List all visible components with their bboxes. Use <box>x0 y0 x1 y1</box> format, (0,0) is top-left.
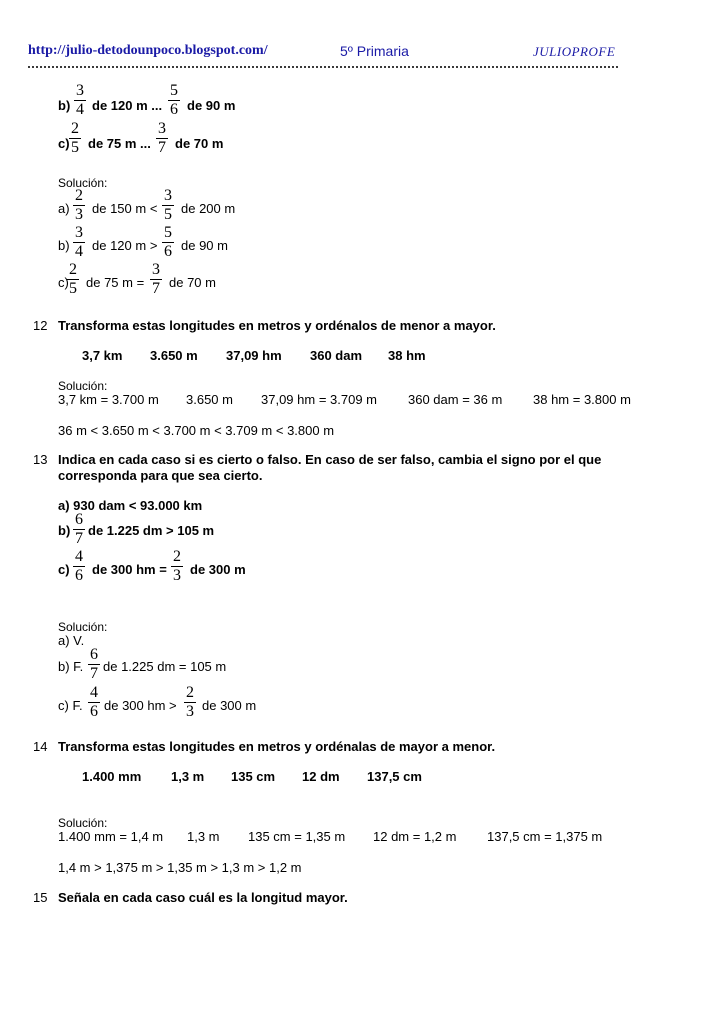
author-signature: JULIOPROFE <box>533 44 616 59</box>
q12-number: 12 <box>33 318 48 333</box>
site-url[interactable]: http://julio-detodounpoco.blogspot.com/ <box>28 43 268 58</box>
q13-c-label: c) <box>58 562 70 577</box>
q12-item: 3.650 m <box>150 348 198 363</box>
q13-sol-b-text: de 1.225 dm = 105 m <box>103 659 227 674</box>
q14-answer: 12 dm = 1,2 m <box>373 829 457 844</box>
fraction: 5 6 <box>170 82 178 118</box>
fraction: 2 3 <box>186 684 194 720</box>
q13-a: a) 930 dam < 93.000 km <box>58 498 203 513</box>
top-sol-a-label: a) <box>58 201 70 216</box>
fraction: 3 7 <box>158 120 166 156</box>
q14-answer: 135 cm = 1,35 m <box>248 829 346 844</box>
fraction: 3 4 <box>76 82 84 118</box>
top-sol-c-text1: de 75 m = <box>86 275 145 290</box>
fraction: 4 6 <box>90 684 98 720</box>
q12-item: 38 hm <box>388 348 426 363</box>
fraction: 2 5 <box>69 261 77 297</box>
q12-order: 36 m < 3.650 m < 3.700 m < 3.709 m < 3.800 m <box>58 423 335 438</box>
q12-answer: 38 hm = 3.800 m <box>533 392 631 407</box>
top-c-label: c) <box>58 136 70 151</box>
q13-b-text: de 1.225 dm > 105 m <box>88 523 215 538</box>
top-b-text2: de 90 m <box>187 98 236 113</box>
fraction: 3 5 <box>164 187 172 223</box>
q14-item: 135 cm <box>231 769 276 784</box>
fraction: 6 7 <box>90 646 98 682</box>
fraction: 6 7 <box>75 511 83 547</box>
q15-number: 15 <box>33 890 48 905</box>
q12-answer: 37,09 hm = 3.709 m <box>261 392 377 407</box>
q13-sol-b-label: b) F. <box>58 659 84 674</box>
q15-statement: Señala en cada caso cuál es la longitud mayor. <box>58 890 348 905</box>
grade-label: 5º Primaria <box>340 43 409 59</box>
q13-c-text2: de 300 m <box>190 562 246 577</box>
top-sol-a-text2: de 200 m <box>181 201 236 216</box>
q14-item: 1.400 mm <box>82 769 142 784</box>
q14-statement: Transforma estas longitudes en metros y ordénalas de mayor a menor. <box>58 739 496 754</box>
top-c-text2: de 70 m <box>175 136 224 151</box>
q14-answer: 1,3 m <box>187 829 220 844</box>
fraction: 2 3 <box>75 187 83 223</box>
q12-statement: Transforma estas longitudes en metros y ordénalos de menor a mayor. <box>58 318 496 333</box>
q12-item: 360 dam <box>310 348 363 363</box>
fraction: 3 4 <box>75 224 83 260</box>
q14-item: 1,3 m <box>171 769 205 784</box>
q12-solution-label: Solución: <box>58 379 108 393</box>
q13-solution-label: Solución: <box>58 620 108 634</box>
q14-item: 12 dm <box>302 769 340 784</box>
q12-answer: 360 dam = 36 m <box>408 392 503 407</box>
q14-number: 14 <box>33 739 48 754</box>
q14-solution-label: Solución: <box>58 816 108 830</box>
top-sol-a-text1: de 150 m < <box>92 201 158 216</box>
q12-answer: 3,7 km = 3.700 m <box>58 392 159 407</box>
fraction: 2 3 <box>173 548 181 584</box>
q12-answer: 3.650 m <box>186 392 233 407</box>
top-b-text1: de 120 m ... <box>92 98 163 113</box>
q13-sol-a: a) V. <box>58 633 85 648</box>
top-sol-c-text2: de 70 m <box>169 275 216 290</box>
q14-answer: 1.400 mm = 1,4 m <box>58 829 164 844</box>
header-divider <box>28 66 618 68</box>
q13-sol-c-text2: de 300 m <box>202 698 257 713</box>
q13-sol-c-label: c) F. <box>58 698 83 713</box>
top-sol-b-text1: de 120 m > <box>92 238 158 253</box>
q14-order: 1,4 m > 1,375 m > 1,35 m > 1,3 m > 1,2 m <box>58 860 302 875</box>
q14-answer: 137,5 cm = 1,375 m <box>487 829 603 844</box>
fraction: 2 5 <box>71 120 79 156</box>
top-sol-b-label: b) <box>58 238 70 253</box>
q13-statement-line1: Indica en cada caso si es cierto o falso. En caso de ser falso, cambia el signo por el que <box>58 452 602 467</box>
fraction: 3 7 <box>152 261 160 297</box>
q13-sol-c-text1: de 300 hm > <box>104 698 177 713</box>
q13-c-text1: de 300 hm = <box>92 562 167 577</box>
q12-item: 3,7 km <box>82 348 123 363</box>
q13-statement-line2: corresponda para que sea cierto. <box>58 468 263 483</box>
top-b-label: b) <box>58 98 71 113</box>
fraction: 4 6 <box>75 548 83 584</box>
q13-number: 13 <box>33 452 48 467</box>
top-sol-b-text2: de 90 m <box>181 238 228 253</box>
top-solution-label: Solución: <box>58 176 108 190</box>
fraction: 5 6 <box>164 224 172 260</box>
top-sol-c-label: c) <box>58 275 69 290</box>
top-c-text1: de 75 m ... <box>88 136 151 151</box>
q12-item: 37,09 hm <box>226 348 282 363</box>
q13-b-label: b) <box>58 523 71 538</box>
q14-item: 137,5 cm <box>367 769 422 784</box>
